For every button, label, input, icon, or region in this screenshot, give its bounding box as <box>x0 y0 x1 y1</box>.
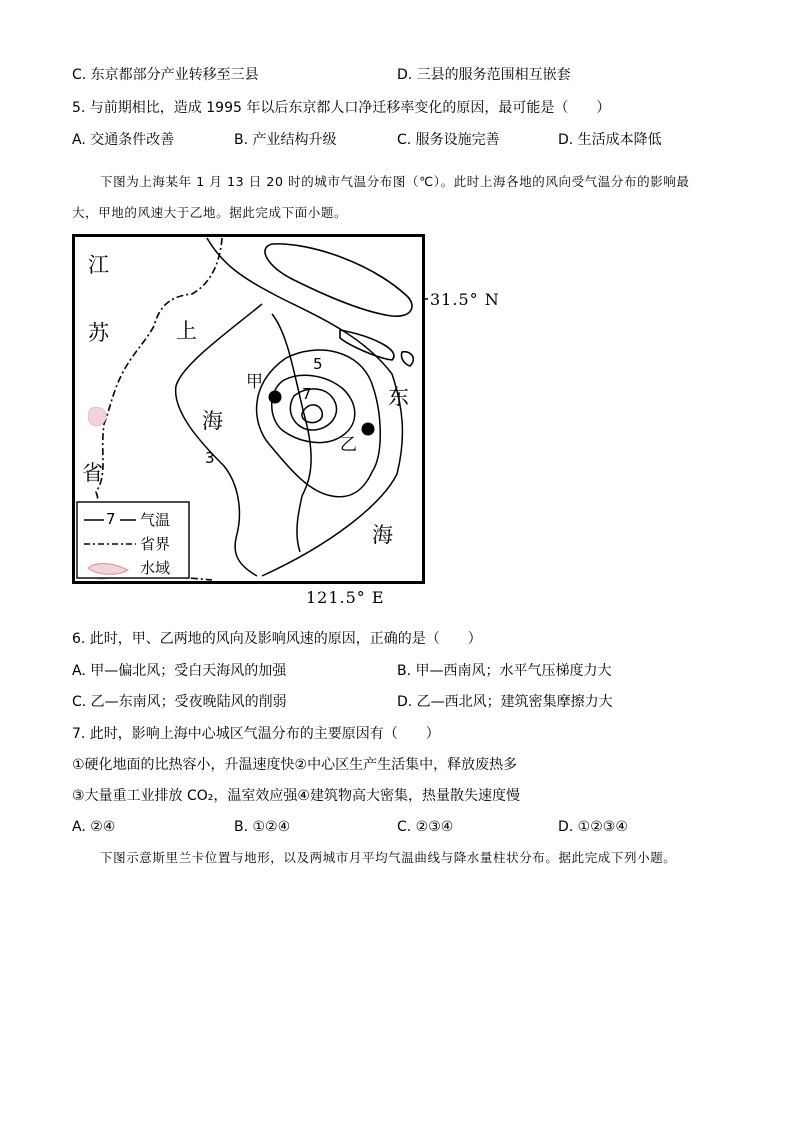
q7-option-c: C. ②③④ <box>397 819 454 835</box>
label-hai-2: 海 <box>372 523 393 547</box>
q5-option-a: A. 交通条件改善 <box>72 132 175 148</box>
label-jia: 甲 <box>246 372 263 392</box>
label-sheng: 省 <box>82 461 103 485</box>
intro-1-line-2: 大，甲地的风速大于乙地。据此完成下面小题。 <box>72 205 348 220</box>
q5-option-b: B. 产业结构升级 <box>234 132 337 148</box>
legend-water-label: 水域 <box>140 559 171 577</box>
q7-statement-2: ③大量重工业排放 CO₂，温室效应强④建筑物高大密集，热量散失速度慢 <box>72 788 520 804</box>
intro-2: 下图示意斯里兰卡位置与地形，以及两城市月平均气温曲线与降水量柱状分布。据此完成下列小题。 <box>100 850 677 865</box>
point-jia <box>269 391 282 404</box>
q6-stem: 6. 此时，甲、乙两地的风向及影响风速的原因，正确的是（ ） <box>72 631 482 647</box>
islet-water <box>401 352 413 366</box>
label-dong: 东 <box>388 385 409 409</box>
isotherm-4 <box>272 314 311 552</box>
legend-temp-sample: 7 <box>106 510 116 528</box>
label-yi: 乙 <box>340 435 357 455</box>
pink-mark-1 <box>88 407 106 426</box>
q4-option-d: D. 三县的服务范围相互嵌套 <box>397 67 571 83</box>
q7-stem: 7. 此时，影响上海中心城区气温分布的主要原因有（ ） <box>72 726 440 742</box>
label-hai: 海 <box>202 409 223 433</box>
shanghai-temperature-map <box>72 234 512 614</box>
isotherm-label-5: 5 <box>313 355 323 373</box>
q5-option-c: C. 服务设施完善 <box>397 132 500 148</box>
q6-option-b: B. 甲—西南风；水平气压梯度力大 <box>397 663 612 679</box>
isotherm-label-7: 7 <box>302 385 312 403</box>
q4-option-c: C. 东京都部分产业转移至三县 <box>72 67 259 83</box>
isotherm-6 <box>272 375 355 442</box>
label-shang: 上 <box>176 319 197 343</box>
q7-option-d: D. ①②③④ <box>558 819 628 835</box>
q6-option-c: C. 乙—东南风；受夜晚陆风的削弱 <box>72 694 287 710</box>
intro-1-line-1: 下图为上海某年 1 月 13 日 20 时的城市气温分布图（℃）。此时上海各地的风向受气温分布的影响最 <box>100 174 690 189</box>
q5-option-d: D. 生活成本降低 <box>558 132 662 148</box>
q7-option-b: B. ①②④ <box>234 819 291 835</box>
point-yi <box>362 423 375 436</box>
legend-temp-label: 气温 <box>140 511 171 529</box>
latitude-label: 31.5° N <box>430 290 500 309</box>
q5-stem: 5. 与前期相比，造成 1995 年以后东京都人口净迁移率变化的原因，最可能是（ ） <box>72 100 611 116</box>
isotherm-7 <box>290 389 336 430</box>
label-jiang: 江 <box>88 253 109 277</box>
isotherm-label-3: 3 <box>205 449 215 467</box>
q6-option-d: D. 乙—西北风；建筑密集摩擦力大 <box>397 694 613 710</box>
chongming-island-water <box>265 244 412 316</box>
longitude-label: 121.5° E <box>306 588 385 607</box>
isotherm-8 <box>302 405 322 423</box>
q7-statement-1: ①硬化地面的比热容小，升温速度快②中心区生产生活集中，释放废热多 <box>72 757 518 773</box>
q6-option-a: A. 甲—偏北风；受白天海风的加强 <box>72 663 287 679</box>
label-su: 苏 <box>88 321 109 345</box>
q7-option-a: A. ②④ <box>72 819 116 835</box>
legend-border-label: 省界 <box>140 535 171 553</box>
